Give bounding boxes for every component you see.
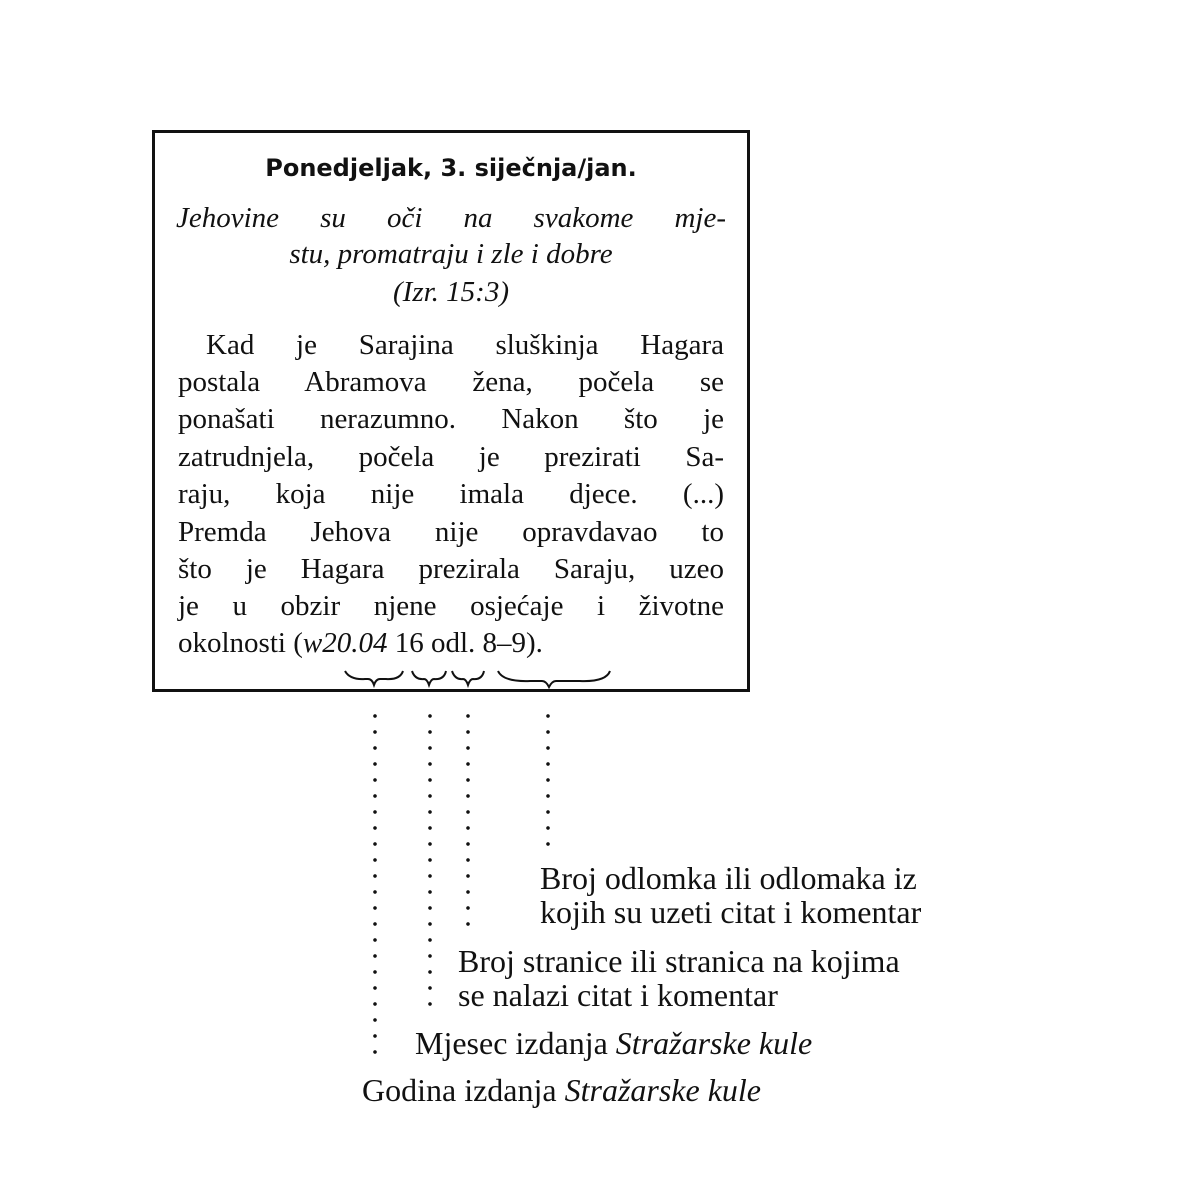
brace-paragraph (498, 671, 610, 687)
issue-code: w20.04 (302, 627, 388, 659)
label-paragraph: Broj odlomka ili odlomaka iz kojih su uzeti citat i komentar (540, 860, 922, 930)
body-line: zatrudnjela, počela je prezirati Sa- (178, 441, 724, 473)
verse-line: stu, promatraju i zle i dobre (289, 238, 613, 270)
dotted-leader-paragraph (545, 708, 551, 852)
body-line: postala Abramova žena, počela se (178, 366, 724, 398)
brace-page (452, 671, 484, 685)
brace-year (345, 671, 403, 685)
verse-reference: (Izr. 15:3) (393, 276, 509, 308)
body-line: raju, koja nije imala djece. (...) (178, 478, 724, 510)
date-heading: Ponedjeljak, 3. siječnja/jan. (265, 154, 637, 182)
verse-line: Jehovine su oči na svakome mje- (176, 202, 726, 234)
body-line: što je Hagara prezirala Saraju, uzeo (178, 553, 724, 585)
dotted-leader-year (372, 708, 378, 1064)
body-line: Premda Jehova nije opravdavao to (178, 516, 724, 548)
label-year: Godina izdanja Stražarske kule (362, 1072, 761, 1108)
brace-month (412, 671, 446, 685)
label-page: Broj stranice ili stranica na kojima se nalazi citat i komentar (458, 943, 900, 1013)
body-line: je u obzir njene osjećaje i životne (178, 590, 724, 622)
dotted-leader-month (427, 708, 433, 1012)
body-line: ponašati nerazumno. Nakon što je (178, 403, 724, 435)
dotted-leader-page (465, 708, 471, 932)
label-month: Mjesec izdanja Stražarske kule (415, 1025, 813, 1061)
body-last-line: okolnosti (w20.04 16 odl. 8–9). (178, 627, 543, 659)
body-line: Kad je Sarajina sluškinja Hagara (206, 329, 724, 361)
